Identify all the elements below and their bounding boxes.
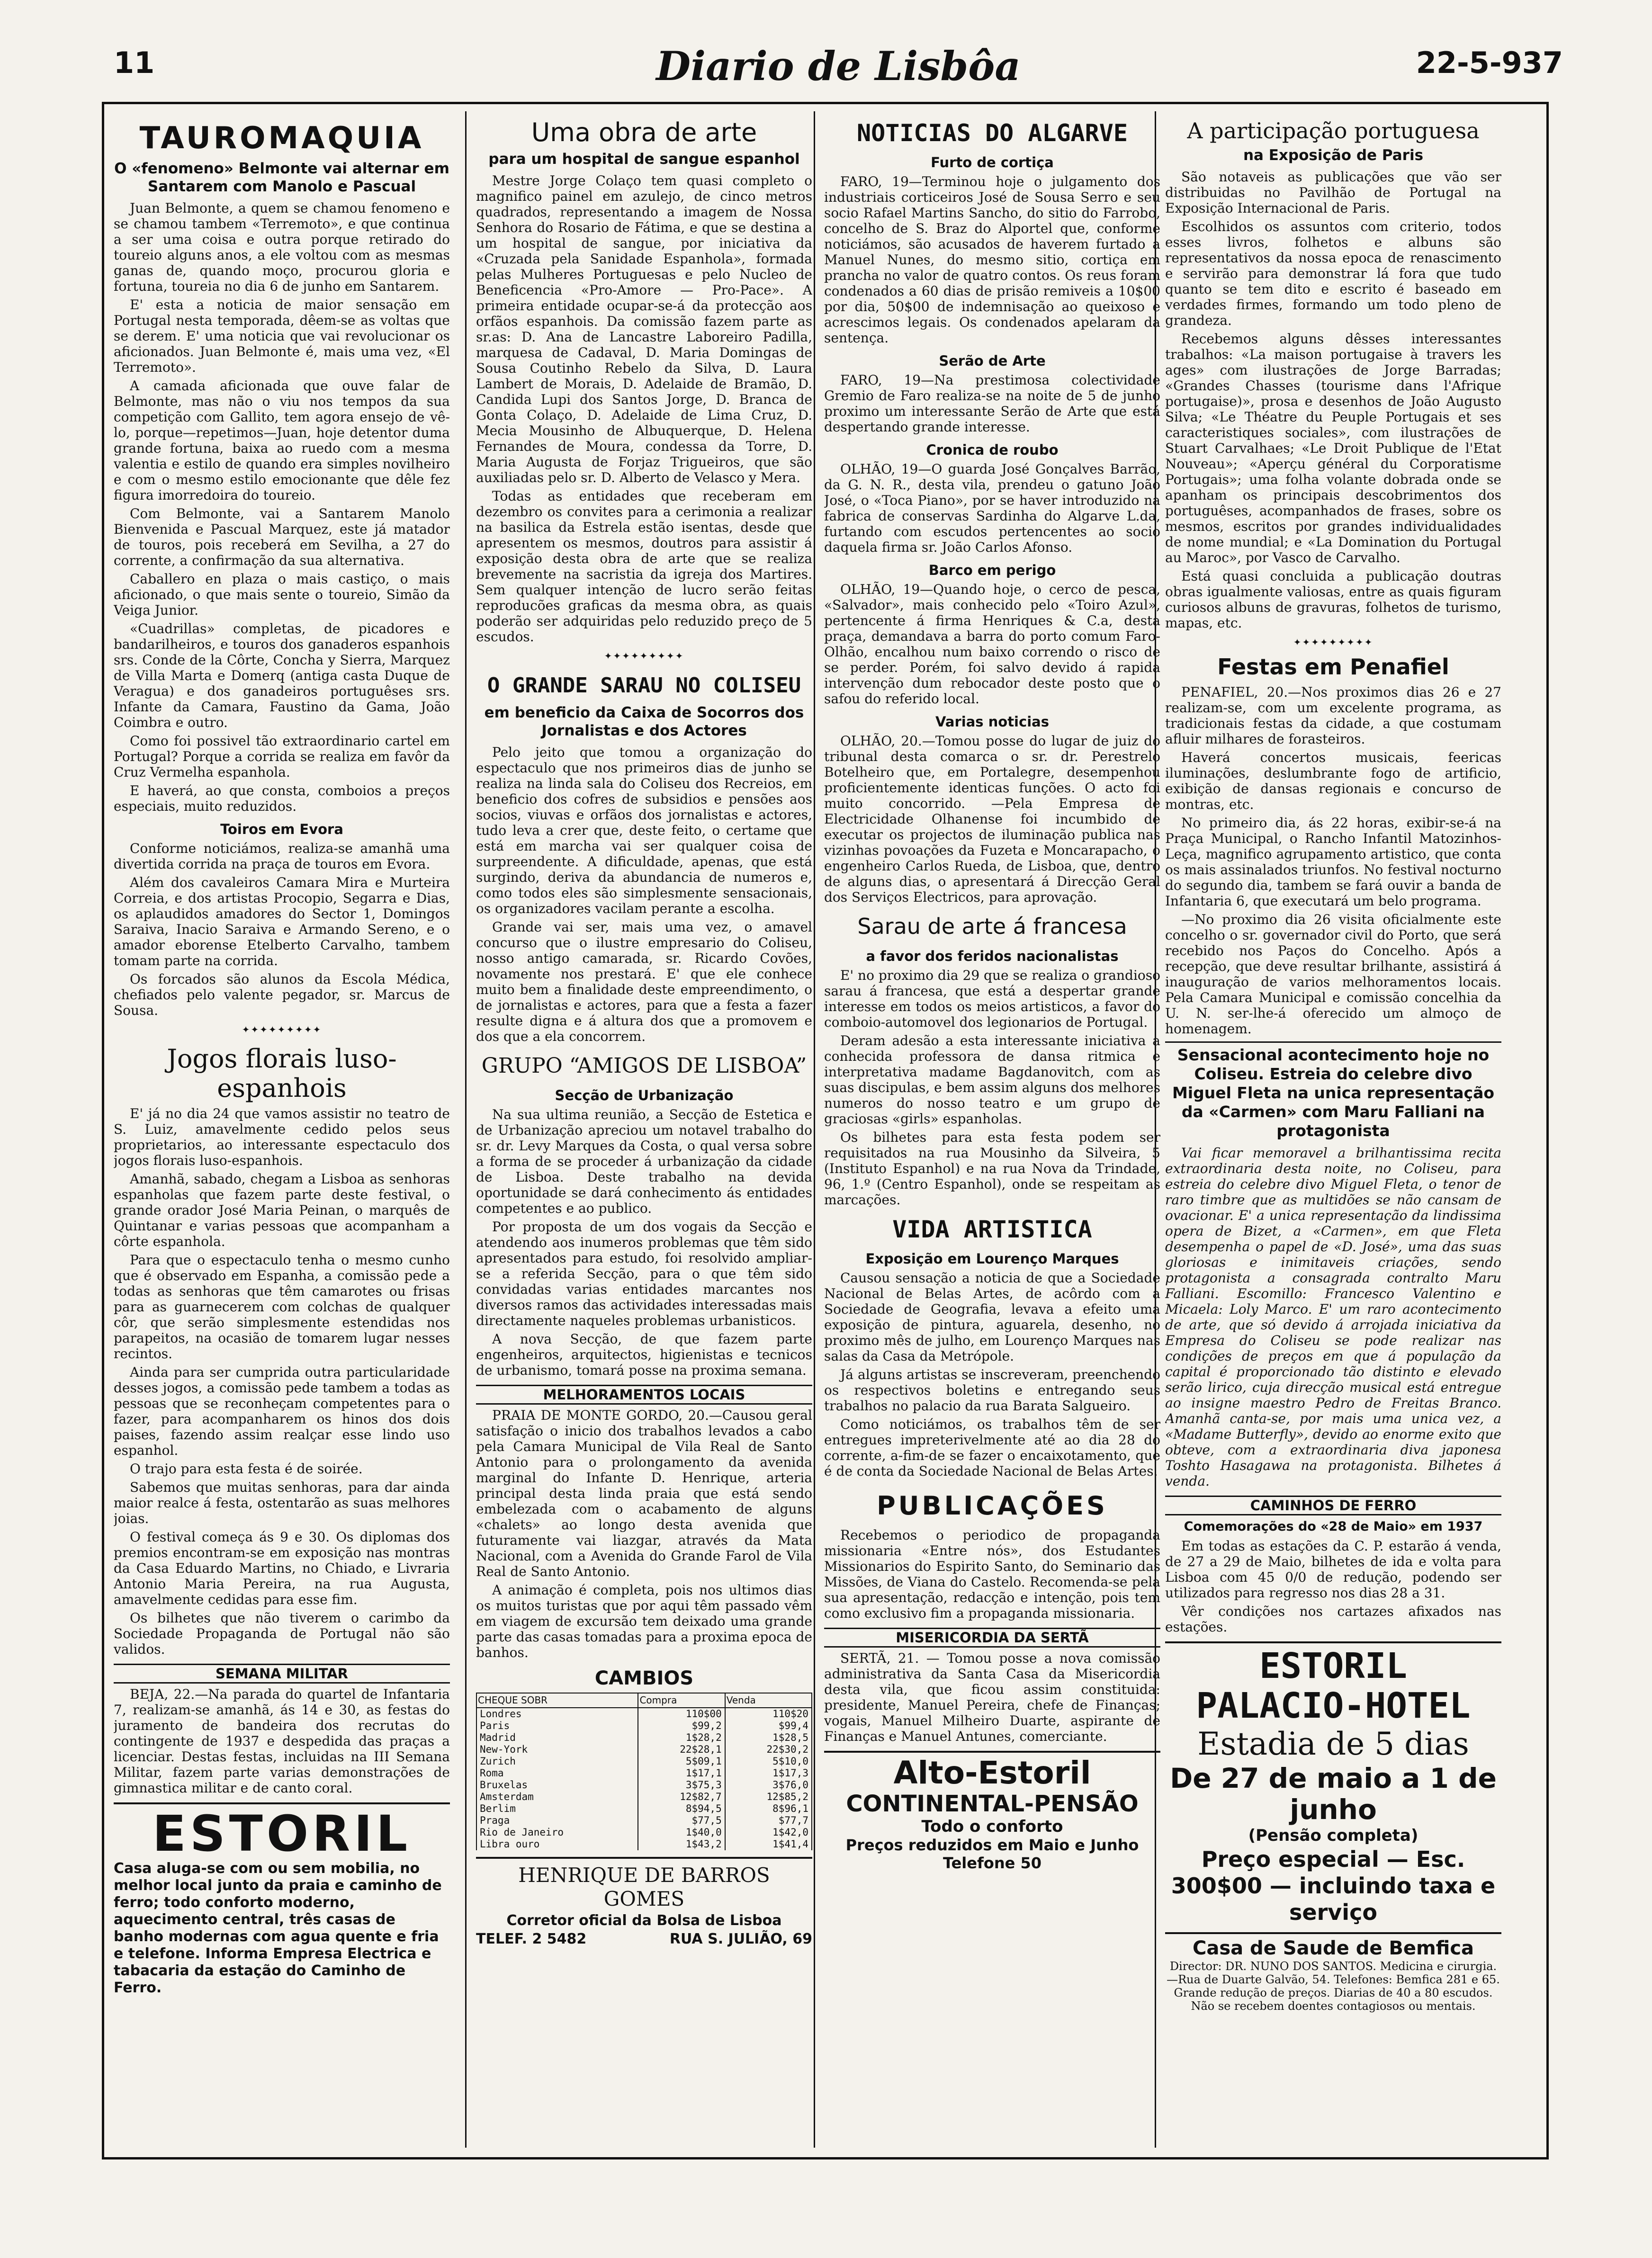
- headline: Sensacional acontecimento hoje no Coliseu. Estreia do celebre divo Miguel Fleta na unica representação da «Carmen» com Maru Falliani na protagonista: [1172, 1046, 1495, 1140]
- buy-rate: 8$94,5: [638, 1803, 725, 1815]
- currency: Rio de Janeiro: [476, 1827, 638, 1838]
- ad-line: CONTINENTAL-PENSÃO: [846, 1791, 1139, 1817]
- paragraph: Está quasi concluida a publicação doutras obras igualmente valiosas, entre as quais figuram curiosos albuns de gravuras, folhetos de turismo, mapas, etc.: [1165, 568, 1501, 631]
- sell-rate: 1$41,4: [725, 1838, 812, 1850]
- headline: TAUROMAQUIA: [139, 121, 424, 156]
- table-row: [476, 1779, 812, 1791]
- subheadline: Exposição em Lourenço Marques: [865, 1251, 1119, 1267]
- section-heading: Furto de cortiça: [931, 154, 1054, 170]
- ornament-divider: ✦✦✦✦✦✦✦✦✦: [604, 650, 684, 662]
- paragraph: Vêr condições nos cartazes afixados nas estações.: [1165, 1604, 1501, 1635]
- column-4: [1165, 111, 1501, 2148]
- sell-rate: 22$30,2: [725, 1744, 812, 1756]
- sell-rate: 5$10,0: [725, 1756, 812, 1767]
- article-algarve: [824, 119, 1160, 905]
- paragraph: Para que o espectaculo tenha o mesmo cunho que é observado em Espanha, a comissão pede a todas as senhoras que têm camarotes ou frisas para as guarnecerem com colchas de qualquer côr, que serão simplesmente estendidas nos parapeitos, na ocasião de tomarem lugar nesses recintos.: [114, 1252, 450, 1362]
- paragraph: Os forcados são alunos da Escola Médica, chefiados pelo valente pegador, sr. Marcus de Sousa.: [114, 971, 450, 1018]
- paragraph: PENAFIEL, 20.—Nos proximos dias 26 e 27 realizam-se, com um excelente programa, as tradicionais festas da cidade, a que costumam afluir milhares de forasteiros.: [1165, 684, 1501, 747]
- sell-rate: 12$85,2: [725, 1791, 812, 1803]
- subheadline: para um hospital de sangue espanhol: [488, 151, 800, 168]
- paragraph: Grande vai ser, mais uma vez, o amavel concurso que o ilustre empresario do Coliseu, nosso antigo camarada, sr. Ricardo Covões, novamente nos prestará. E' que ele conhece muito bem a finalidade deste empreendimento, o de jornalistas e actores, para que a festa a fazer resulte digna e á altura dos que a promovem e dos que a ela concorrem.: [476, 919, 812, 1044]
- paragraph: Deram adesão a esta interessante iniciativa a conhecida professora de dansa ritmica e interpretativa madame Bagdanovitch, com as suas discipulas, e bem assim alguns dos melhores numeros do nosso teatro e um grupo de graciosas «girls» espanholas.: [824, 1033, 1160, 1127]
- buy-rate: $77,5: [638, 1815, 725, 1827]
- headline: GRUPO “AMIGOS DE LISBOA”: [481, 1054, 807, 1078]
- paragraph: Por proposta de um dos vogais da Secção e atendendo aos inumeros problemas que têm sido apresentados para estudo, foi resolvido ampliar-se a referida Secção, para o que têm sido convidadas varias entidades marcantes nos diversos ramos das actividades interessadas mais directamente naqueles problemas urbanisticos.: [476, 1219, 812, 1328]
- cambios-table-block: [476, 1667, 812, 1850]
- column-1: [114, 111, 450, 2148]
- article-participacao: [1165, 118, 1501, 631]
- paragraph: E haverá, ao que consta, comboios a preços especiais, muito reduzidos.: [114, 783, 450, 814]
- headline: CAMBIOS: [594, 1667, 694, 1689]
- paragraph: Além dos cavaleiros Camara Mira e Murteira Correia, e dos artistas Procopio, Segarra e Dias, os aplaudidos amadores do Sector 1, Domingos Saraiva, Inacio Saraiva e Armando Sereno, e o amador eborense Etelberto Carvalho, tambem tomam parte na corrida.: [114, 875, 450, 968]
- buy-rate: 22$28,1: [638, 1744, 725, 1756]
- paragraph: Todas as entidades que receberam em dezembro os convites para a cerimonia a realizar na basilica da Estrela estão isentas, desde que apresentem os mesmos, doutros para assistir á exposição desta obra de arte que se realiza brevemente na sacristia da igreja dos Martires. Sem qualquer intenção de lucro serão feitas reproducões graficas da mesma obra, as quais poderão ser adquiridas pelo reduzido preço de 5 escudos.: [476, 488, 812, 645]
- paragraph: OLHÃO, 19—Quando hoje, o cerco de pesca, «Salvador», mais conhecido pelo «Toiro Azul», pertencente á firma Henriques & C.a, desta praça, demandava a barra do porto comum Faro-Olhão, encalhou num baixo correndo o risco de se perder. Porém, foi salvo devido á rapida intervenção dum rebocador deste posto que o safou do referido local.: [824, 582, 1160, 707]
- headline: MELHORAMENTOS LOCAIS: [476, 1385, 812, 1405]
- paragraph: OLHÃO, 20.—Tomou posse do lugar de juiz do tribunal desta comarca o sr. dr. Perestrelo Botelheiro que, em Portalegre, desempenhou proficientemente identicas funções. O acto foi muito concorrido. —Pela Empresa de Electricidade Olhanense foi incumbido de executar os projectos de iluminação publica nas vizinhas povoações da Fuzeta e Moncarapacho, o engenheiro Carlos Rueda, de Lisboa, que, dentro de alguns dias, o apresentará á Direcção Geral dos Serviços Electricos, para aprovação.: [824, 733, 1160, 905]
- article-tauromaquia: [114, 121, 450, 1018]
- section-heading: Barco em perigo: [928, 562, 1056, 578]
- paragraph: Como foi possivel tão extraordinario cartel em Portugal? Porque a corrida se realiza em favôr da Cruz Vermelha espanhola.: [114, 733, 450, 780]
- sell-rate: 1$42,0: [725, 1827, 812, 1838]
- paragraph: Haverá concertos musicais, feericas iluminações, deslumbrante fogo de artificio, exibição de dansas regionais e concurso de montras, etc.: [1165, 750, 1501, 812]
- headline: Uma obra de arte: [531, 117, 757, 147]
- table-row: [476, 1838, 812, 1850]
- ad-estoril-palacio-hotel: [1165, 1641, 1501, 1926]
- paragraph: A nova Secção, de que fazem parte engenheiros, arquitectos, higienistas e tecnicos de urbanismo, tomará posse na proxima semana.: [476, 1331, 812, 1378]
- paragraph: Juan Belmonte, a quem se chamou fenomeno e se chamou tambem «Terremoto», e que continua a ser uma coisa e outra porque retirado do toureio alguns anos, a ele voltou com as mesmas ganas de, quando moço, procurou gloria e fortuna, toureia no dia 6 de junho em Santarem.: [114, 200, 450, 294]
- paragraph: Pelo jeito que tomou a organização do espectaculo que nos primeiros dias de junho se realiza na linda sala do Coliseu dos Recreios, em beneficio dos cofres de subsidios e pensões aos socios, viuvas e orfãos dos jornalistas e actores, tudo leva a crer que, deste feito, o certame que está em marcha vai ser qualquer coisa de surpreendente. A dificuldade, apenas, que está surgindo, deriva da abundancia de numeros e, como todos eles são simplesmente sensacionais, os organizadores vacilam perante a escolha.: [476, 744, 812, 916]
- table-row: [476, 1827, 812, 1838]
- buy-rate: 1$17,1: [638, 1767, 725, 1779]
- currency: Paris: [476, 1720, 638, 1732]
- column-3: [824, 111, 1160, 2148]
- sell-rate: 3$76,0: [725, 1779, 812, 1791]
- section-heading: Cronica de roubo: [926, 442, 1059, 458]
- column-rule: [814, 111, 815, 2148]
- sell-rate: $77,7: [725, 1815, 812, 1827]
- column-header: CHEQUE SOBR: [476, 1693, 638, 1708]
- paragraph: SERTÃ, 21. — Tomou posse a nova comissão administrativa da Santa Casa da Misericordia desta vila, que ficou assim constituida: presidente, Manuel Pereira, chefe de Finanças; vogais, Manuel Milheiro Duarte, aspirante de Finanças e Manuel Antunes, comerciante.: [824, 1650, 1160, 1744]
- paragraph: Vai ficar memoravel a brilhantissima recita extraordinaria desta noite, no Coliseu, para estreia do celebre divo Miguel Fleta, o tenor de raro timbre que as multidões se não cansam de ovacionar. E' a unica representação da lindissima opera de Bizet, a «Carmen», em que Fleta desempenha o papel de «D. José», uma das suas gloriosas e inimitaveis criações, sendo protagonista a consagrada contralto Maru Falliani. Escomillo: Francesco Valentino e Micaela: Loly Marco. E' um raro acontecimento de arte, que só devido á arrojada iniciativa da Empresa do Coliseu se pode realizar nas condições de preços em que á população da capital é proporcionado tão distinto e elevado serão lirico, cuja direcção musical está entregue ao insigne maestro Pedro de Freitas Branco. Amanhã canta-se, por mais uma unica vez, a «Madame Butterfly», devido ao enorme exito que obteve, com a extraordinaria diva japonesa Toshto Hasagawa na protagonista. Bilhetes á venda.: [1165, 1145, 1501, 1489]
- headline: A participação portuguesa: [1187, 118, 1480, 143]
- table-row: [476, 1803, 812, 1815]
- sell-rate: 1$28,5: [725, 1732, 812, 1744]
- ad-title: ESTORIL: [152, 1805, 412, 1863]
- paragraph: Como noticiámos, os trabalhos têm de ser entregues impreterivelmente até ao dia 28 do corrente, a-fim-de se fazer o encaixotamento, que é de conta da Sociedade Nacional de Belas Artes.: [824, 1416, 1160, 1479]
- page-number: 11: [114, 45, 155, 80]
- table-row: [476, 1791, 812, 1803]
- section-heading: Toiros em Evora: [220, 821, 343, 837]
- paragraph: Conforme noticiámos, realiza-se amanhã uma divertida corrida na praça de touros em Evora.: [114, 841, 450, 872]
- article-misericordia: [824, 1628, 1160, 1744]
- buy-rate: 5$09,1: [638, 1756, 725, 1767]
- ad-estoril-house: [114, 1802, 450, 1997]
- sell-rate: 8$96,1: [725, 1803, 812, 1815]
- paragraph: Os bilhetes para esta festa podem ser requisitados na rua Mousinho da Silveira, 5 (Instituto Espanhol) e na rua Nova da Trindade, 96, 1.º (Centro Espanhol), onde se respeitam as marcações.: [824, 1129, 1160, 1208]
- column-header: Compra: [638, 1693, 725, 1708]
- paragraph: Causou sensação a noticia de que a Sociedade Nacional de Belas Artes, de acôrdo com a Sociedade de Geografia, levava a efeito uma exposição de pintura, aguarela, desenho, no proximo mês de julho, em Lourenço Marques nas salas da Casa da Metrópole.: [824, 1270, 1160, 1364]
- paragraph: FARO, 19—Terminou hoje o julgamento dos industriais corticeiros José de Sousa Serro e seu socio Rafael Martins Sancho, do sitio do Farrobo, concelho de S. Braz do Alportel que, conforme noticiámos, são acusados de haverem furtado a Manuel Nunes, do mesmo sitio, cortiça em prancha no valor de quatro contos. Os reus foram condenados a 60 dias de prisão remiveis a 10$00 por dia, 50$00 de indemnisação ao queixoso e acrescimos legais. Os condenados apelaram da sentença.: [824, 174, 1160, 346]
- subheadline: a favor dos feridos nacionalistas: [866, 948, 1119, 964]
- paragraph: Recebemos alguns dêsses interessantes trabalhos: «La maison portugaise à travers les ages» com ilustrações de Jorge Barradas; «Grandes Chasses (tourisme dans l'Afrique portugaise)», prosa e desenhos de João Augusto Silva; «Le Théatre du Peuple Portugais et ses caracteristiques sociales», com ilustrações de Stuart Carvalhaes; «Le Droit Publique de l'Etat Nouveau»; «Aperçu général du Corporatisme Portugais»; uma folha volante dobrada onde se apanham os principais descobrimentos dos portuguêses, acompanhados de frases, sobre os mesmos, escritos por grandes individualidades de nome mundial; e «La Domination du Portugal au Maroc», por Vasco de Carvalho.: [1165, 331, 1501, 565]
- article-obra-de-arte: [476, 118, 812, 645]
- paragraph: São notaveis as publicações que vão ser distribuidas no Pavilhão de Portugal na Exposição Internacional de Paris.: [1165, 169, 1501, 216]
- paragraph: Mestre Jorge Colaço tem quasi completo o magnifico painel em azulejo, de cinco metros quadrados, representando a imagem de Nossa Senhora do Rosario de Fátima, e que se destina a um hospital de sangue, por iniciativa da «Cruzada pela Sanidade Espanhola», formada pelas Mulheres Portuguesas e pelo Nucleo de Beneficencia «Pro-Amore — Pro-Pace». A primeira entidade ocupar-se-á da protecção aos orfãos espanhois. Da comissão fazem parte as sr.as: D. Ana de Lancastre Laboreiro Padilla, marquesa de Cadaval, D. Maria Domingas de Sousa Coutinho Rebelo da Silva, D. Laura Lambert de Morais, D. Adelaide de Bramão, D. Candida Lupi dos Santos Jorge, D. Branca de Gonta Colaço, D. Adelaide de Lima Cruz, D. Mecia Mousinho de Albuquerque, D. Helena Fernandes de Moura, condessa da Torre, D. Maria Augusta de Forjaz Trigueiros, que são auxiliadas pelo sr. D. Alberto de Velasco y Mera.: [476, 173, 812, 485]
- headline: VIDA ARTISTICA: [892, 1216, 1092, 1243]
- ad-alto-estoril: [824, 1751, 1160, 1872]
- paragraph: O festival começa ás 9 e 30. Os diplomas dos premios encontram-se em exposição nas montras da Casa Eduardo Martins, no Chiado, e Livraria Antonio Maria Pereira, na rua Augusta, amavelmente cedidas para esse fim.: [114, 1529, 450, 1607]
- ad-line: Telefone 50: [943, 1854, 1041, 1872]
- article-amigos-de-lisboa: [476, 1052, 812, 1378]
- paragraph: Recebemos o periodico de propaganda missionaria «Entre nós», dos Estudantes Missionarios do Espirito Santo, do Seminario das Missões, de Viana do Castelo. Recomenda-se pela sua apresentação, redacção e intenção, pois tem como exclusivo fim a propaganda missionaria.: [824, 1527, 1160, 1621]
- ad-line: Todo o conforto: [921, 1817, 1063, 1836]
- ad-phone: TELEF. 2 5482: [476, 1931, 587, 1947]
- ad-line: Preços reduzidos em Maio e Junho: [845, 1836, 1139, 1854]
- issue-date: 22-5-937: [1416, 45, 1563, 80]
- buy-rate: $99,2: [638, 1720, 725, 1732]
- article-caminhos-de-ferro: [1165, 1496, 1501, 1635]
- section-heading: Serão de Arte: [939, 353, 1046, 369]
- paragraph: Os bilhetes que não tiverem o carimbo da Sociedade Propaganda de Portugal não são validos.: [114, 1610, 450, 1657]
- article-festas-penafiel: [1165, 654, 1501, 1037]
- exchange-rates-table: [476, 1693, 812, 1850]
- table-row: [476, 1815, 812, 1827]
- headline: MISERICORDIA DA SERTÃ: [824, 1628, 1160, 1648]
- paragraph: OLHÃO, 19—O guarda José Gonçalves Barrão, da G. N. R., desta vila, prendeu o gatuno João José, o «Toca Piano», por se haver introduzido na fabrica de conservas Sardinha do Algarve L.da, furtando com escudos pertencentes ao socio daquela firma sr. João Carlos Afonso.: [824, 461, 1160, 555]
- currency: Berlim: [476, 1803, 638, 1815]
- buy-rate: 1$28,2: [638, 1732, 725, 1744]
- ad-line: Estadia de 5 dias: [1197, 1726, 1469, 1762]
- ad-address: RUA S. JULIÃO, 69: [669, 1931, 812, 1947]
- headline: Festas em Penafiel: [1217, 654, 1449, 680]
- paragraph: Sabemos que muitas senhoras, para dar ainda maior realce á festa, ostentarão as suas melhores joias.: [114, 1479, 450, 1526]
- buy-rate: 3$75,3: [638, 1779, 725, 1791]
- table-row: [476, 1720, 812, 1732]
- currency: Amsterdam: [476, 1791, 638, 1803]
- paragraph: Com Belmonte, vai a Santarem Manolo Bienvenida e Pascual Marquez, este já matador de touros, pois receberá em Sevilha, a 27 do corrente, a confirmação da sua alternativa.: [114, 506, 450, 568]
- ad-line: Preço especial — Esc. 300$00 — incluindo taxa e serviço: [1171, 1846, 1496, 1925]
- paragraph: A animação é completa, pois nos ultimos dias os muitos turistas que por aqui têm passado vêm em viagem de excursão tem deixado uma grande parte das casas tomadas para a proxima epoca de banhos.: [476, 1582, 812, 1660]
- paragraph: Escolhidos os assuntos com criterio, todos esses livros, folhetos e albuns são representativos da nossa epoca de renascimento e servirão para demonstrar lá fora que tudo quanto se tem dito e escrito é baseado em verdades firmes, formando um todo pleno de grandeza.: [1165, 219, 1501, 328]
- subheadline: na Exposição de Paris: [1243, 147, 1424, 164]
- paragraph: E' no proximo dia 29 que se realiza o grandioso sarau á francesa, que está a despertar grande interesse em todos os meios artisticos, a favor do comboio-automovel dos legionarios de Portugal.: [824, 968, 1160, 1030]
- paragraph: «Cuadrillas» completas, de picadores e bandarilheiros, e touros dos ganaderos espanhois srs. Conde de la Côrte, Concha y Sierra, Marquez de Villa Marta e Domerq (antiga casta Duque de Veragua) e dos ganadeiros portuguêses srs. Infante da Camara, Faustino da Gama, João Coimbra e outro.: [114, 621, 450, 730]
- table-row: [476, 1744, 812, 1756]
- ad-title: Casa de Saude de Bemfica: [1192, 1937, 1474, 1959]
- masthead: [114, 45, 1563, 93]
- currency: Madrid: [476, 1732, 638, 1744]
- currency: Libra ouro: [476, 1838, 638, 1850]
- ad-title: ESTORIL PALACIO-HOTEL: [1196, 1646, 1471, 1726]
- ad-line: Corretor oficial da Bolsa de Lisboa: [506, 1912, 782, 1929]
- ad-title: Alto-Estoril: [893, 1755, 1091, 1791]
- currency: New-York: [476, 1744, 638, 1756]
- currency: Zurich: [476, 1756, 638, 1767]
- column-rule: [465, 111, 467, 2148]
- table-row: [476, 1708, 812, 1720]
- currency: Praga: [476, 1815, 638, 1827]
- currency: Bruxelas: [476, 1779, 638, 1791]
- ad-contact-row: [476, 1931, 812, 1947]
- article-sarau-francesa: [824, 912, 1160, 1208]
- ad-casa-de-saude: [1165, 1932, 1501, 2013]
- subheadline: em beneficio da Caixa de Socorros dos Jornalistas e dos Actores: [484, 704, 804, 739]
- ornament-divider: ✦✦✦✦✦✦✦✦✦: [1293, 636, 1374, 648]
- paragraph: —No proximo dia 26 visita oficialmente este concelho o sr. governador civil do Porto, que será recebido nos Paços do Concelho. Após a recepção, que deve resultar brilhante, assistirá á inauguração de varios melhoramentos locais. Pela Camara Municipal e comissão concelhia da U. N. ser-lhe-á oferecido um almoço de homenagem.: [1165, 912, 1501, 1037]
- paragraph: FARO, 19—Na prestimosa colectividade Gremio de Faro realiza-se na noite de 5 de junho proximo um interessante Serão de Arte que está despertando grande interesse.: [824, 372, 1160, 435]
- section-heading: Varias noticias: [935, 714, 1049, 730]
- ad-line: De 27 de maio a 1 de junho: [1170, 1762, 1497, 1826]
- headline: CAMINHOS DE FERRO: [1165, 1496, 1501, 1515]
- paragraph: Na sua ultima reunião, a Secção de Estetica e de Urbanização apreciou um notavel trabalho do sr. dr. Levy Marques da Costa, o qual versa sobre a forma de se proceder á urbanização da cidade de Lisboa. Deste trabalho na devida oportunidade se dará conhecimento ás entidades competentes e ao publico.: [476, 1107, 812, 1216]
- subheadline: Comemorações do «28 de Maio» em 1937: [1184, 1519, 1483, 1534]
- paragraph: PRAIA DE MONTE GORDO, 20.—Causou geral satisfação o inicio dos trabalhos levados a cabo pela Camara Municipal de Vila Real de Santo Antonio para o prolongamento da avenida marginal do Infante D. Henrique, arteria principal desta linda praia que está sendo embelezada com o acabamento de alguns «chalets» ao longo desta avenida que futuramente vai liazgar, através da Mata Nacional, com a Avenida do Grande Farol de Vila Real de Santo Antonio.: [476, 1407, 812, 1579]
- ad-body: Director: DR. NUNO DOS SANTOS. Medicina e cirurgia.—Rua de Duarte Galvão, 54. Telefones: Bemfica 281 e 65. Grande redução de preços. Diarias de 40 a 80 escudos. Não se recebem doentes contagiosos ou mentais.: [1167, 1960, 1500, 2013]
- currency: Roma: [476, 1767, 638, 1779]
- buy-rate: 1$40,0: [638, 1827, 725, 1838]
- article-sarau-coliseu: [476, 672, 812, 1044]
- paragraph: A camada aficionada que ouve falar de Belmonte, mas não o viu nos tempos da sua competição com Gallito, tem agora ensejo de vê-lo, porque—repetimos—Juan, hoje detentor duma grande fortuna, baixa ao ruedo com a mesma valentia e estilo de quando era simples novilheiro e com o mesmo estilo emocionante que dêle fez figura imorredoira do toureio.: [114, 378, 450, 503]
- sell-rate: $99,4: [725, 1720, 812, 1732]
- article-vida-artistica: [824, 1215, 1160, 1479]
- table-row: [476, 1767, 812, 1779]
- sell-rate: 1$17,3: [725, 1767, 812, 1779]
- column-header: Venda: [725, 1693, 812, 1708]
- subheadline: O «fenomeno» Belmonte vai alternar em Santarem com Manolo e Pascual: [114, 160, 449, 195]
- headline: Jogos florais luso-espanhois: [167, 1044, 397, 1103]
- ornament-divider: ✦✦✦✦✦✦✦✦✦: [242, 1024, 322, 1035]
- article-coliseu-fleta: [1165, 1041, 1501, 1489]
- headline: NOTICIAS DO ALGARVE: [857, 119, 1128, 147]
- article-jogos-florais: [114, 1044, 450, 1657]
- table-row: [476, 1756, 812, 1767]
- paragraph: Ainda para ser cumprida outra particularidade desses jogos, a comissão pede tambem a todas as pessoas que se reconheçam competentes para o fazer, para acompanharem os hinos dos dois paises, fazendo assim realçar esse lindo uso espanhol.: [114, 1364, 450, 1458]
- ad-barros-gomes: [476, 1857, 812, 1947]
- headline: Sarau de arte á francesa: [857, 914, 1127, 939]
- headline: SEMANA MILITAR: [114, 1664, 450, 1684]
- paragraph: E' esta a noticia de maior sensação em Portugal nesta temporada, dêem-se as voltas que se derem. E' uma noticia que vai revolucionar os aficionados. Juan Belmonte é, mais uma vez, «El Terremoto».: [114, 297, 450, 375]
- column-2: [476, 111, 812, 2148]
- paragraph: O trajo para esta festa é de soirée.: [130, 1461, 363, 1477]
- ad-body: Casa aluga-se com ou sem mobilia, no melhor local junto da praia e caminho de ferro; todo conforto moderno, aquecimento central, três casas de banho modernas com agua quente e fria e telefone. Informa Empresa Electrica e tabacaria da estação do Caminho de Ferro.: [114, 1860, 442, 1996]
- buy-rate: 12$82,7: [638, 1791, 725, 1803]
- subheadline: Secção de Urbanização: [555, 1087, 734, 1103]
- table-row: [476, 1732, 812, 1744]
- article-melhoramentos: [476, 1385, 812, 1660]
- article-semana-militar: [114, 1664, 450, 1796]
- paragraph: E' já no dia 24 que vamos assistir no teatro de S. Luiz, amavelmente cedido pelos seus proprietarios, ao interessante espectaculo dos jogos florais luso-espanhois.: [114, 1106, 450, 1168]
- ad-title: HENRIQUE DE BARROS GOMES: [518, 1864, 770, 1910]
- buy-rate: 1$43,2: [638, 1838, 725, 1850]
- headline: O GRANDE SARAU NO COLISEU: [487, 673, 801, 698]
- paragraph: Já alguns artistas se inscreveram, preenchendo os respectivos boletins e entregando seus trabalhos no palacio da rua Barata Salgueiro.: [824, 1367, 1160, 1414]
- buy-rate: 110$00: [638, 1708, 725, 1720]
- paragraph: Amanhã, sabado, chegam a Lisboa as senhoras espanholas que fazem parte deste festival, o grande orador José Maria Peinan, o marquês de Quintanar e varias pessoas que acompanham a côrte espanhola.: [114, 1171, 450, 1249]
- newspaper-title: Diario de Lisbôa: [656, 43, 1021, 90]
- sell-rate: 110$20: [725, 1708, 812, 1720]
- currency: Londres: [476, 1708, 638, 1720]
- paragraph: BEJA, 22.—Na parada do quartel de Infantaria 7, realizam-se amanhã, ás 14 e 30, as festas do juramento de bandeira dos recrutas do contingente de 1937 e despedida das praças a licenciar. Destas festas, incluidas na III Semana Militar, fazem parte varias demonstrações de gimnastica militar e de canto coral.: [114, 1686, 450, 1796]
- paragraph: No primeiro dia, ás 22 horas, exibir-se-á na Praça Municipal, o Rancho Infantil Matozinhos-Leça, magnifico agrupamento artistico, que conta os mais assinalados triunfos. No festival nocturno do segundo dia, tambem se fará ouvir a banda de Infantaria 6, que executará um belo programa.: [1165, 815, 1501, 909]
- paragraph: Em todas as estações da C. P. estarão á venda, de 27 a 29 de Maio, bilhetes de ida e volta para Lisboa com 45 0/0 de redução, podendo ser utilizados para regresso nos dias 28 a 31.: [1165, 1538, 1501, 1601]
- ad-line: (Pensão completa): [1248, 1826, 1419, 1845]
- article-publicacoes: [824, 1488, 1160, 1621]
- paragraph: Caballero en plaza o mais castiço, o mais aficionado, o que mais sente o toureio, Simão da Veiga Junior.: [114, 571, 450, 618]
- headline: PUBLICAÇÕES: [877, 1491, 1108, 1521]
